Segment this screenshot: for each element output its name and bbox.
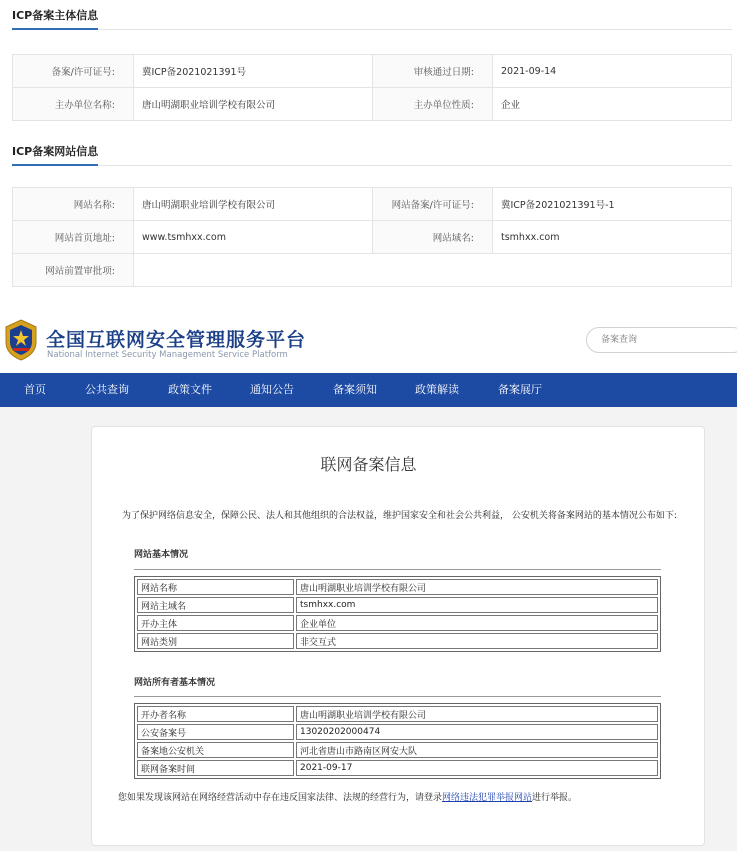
basic-value: tsmhxx.com: [296, 597, 658, 613]
basic-value: 非交互式: [296, 633, 658, 649]
owner-key: 备案地公安机关: [137, 742, 294, 758]
report-note: [118, 790, 577, 803]
owner-key: 联网备案时间: [137, 760, 294, 776]
icp-site-title: ICP备案网站信息: [12, 143, 98, 166]
icp-subject-table: [12, 54, 732, 121]
license-value: 冀ICP备2021021391号: [134, 55, 373, 88]
icp-subject-header: [12, 8, 732, 30]
owner-value: 河北省唐山市路南区网安大队: [296, 742, 658, 758]
platform-logo-cn: 全国互联网安全管理服务平台: [46, 329, 307, 351]
table-row: [137, 615, 658, 631]
mps-header: [0, 315, 737, 373]
divider: [134, 696, 661, 697]
divider: [134, 569, 661, 570]
org-value: 唐山明湖职业培训学校有限公司: [134, 88, 373, 121]
table-row: [13, 254, 732, 287]
owner-key: 开办者名称: [137, 706, 294, 722]
nav-item-public-query[interactable]: 公共查询: [85, 383, 129, 396]
table-row: [137, 760, 658, 776]
table-row: [137, 597, 658, 613]
nav-item-notices[interactable]: 通知公告: [250, 383, 294, 396]
basic-value: 企业单位: [296, 615, 658, 631]
basic-key: 开办主体: [137, 615, 294, 631]
intro-text: 为了保护网络信息安全，保障公民、法人和其他组织的合法权益，维护国家安全和社会公共利益， 公安机关将备案网站的基本情况公布如下:: [122, 511, 677, 521]
org-label: 主办单位名称:: [13, 88, 134, 121]
nature-label: 主办单位性质:: [373, 88, 493, 121]
basic-key: 网站主域名: [137, 597, 294, 613]
basic-info-table: [134, 576, 661, 652]
approve-date-value: 2021-09-14: [493, 55, 732, 88]
nav-item-policy-docs[interactable]: 政策文件: [168, 383, 212, 396]
police-emblem-icon: [3, 318, 39, 362]
report-note-pre: 您如果发现该网站在网络经营活动中存在违反国家法律、法规的经营行为，请登录: [118, 793, 443, 803]
table-row: [13, 88, 732, 121]
main-nav: [0, 373, 737, 407]
preapproval-value: [134, 254, 732, 287]
table-row: [13, 221, 732, 254]
nav-item-filing-guide[interactable]: 备案须知: [333, 383, 377, 396]
table-row: [13, 55, 732, 88]
home-url-link[interactable]: www.tsmhxx.com: [134, 221, 373, 254]
icp-info-section: [0, 0, 737, 295]
table-row: [137, 579, 658, 595]
approve-date-label: 审核通过日期:: [373, 55, 493, 88]
nav-item-filing-hall[interactable]: 备案展厅: [498, 383, 542, 396]
basic-key: 网站类别: [137, 633, 294, 649]
icp-subject-title: ICP备案主体信息: [12, 7, 98, 30]
owner-value: 2021-09-17: [296, 760, 658, 776]
license-label: 备案/许可证号:: [13, 55, 134, 88]
site-license-value: 冀ICP备2021021391号-1: [493, 188, 732, 221]
home-url-label: 网站首页地址:: [13, 221, 134, 254]
owner-info-table: [134, 703, 661, 779]
icp-site-table: [12, 187, 732, 287]
owner-value: 唐山明湖职业培训学校有限公司: [296, 706, 658, 722]
report-note-post: 进行举报。: [532, 793, 578, 803]
nav-item-home[interactable]: 首页: [24, 383, 46, 396]
domain-value: tsmhxx.com: [493, 221, 732, 254]
owner-value: 13020202000474: [296, 724, 658, 740]
platform-logo-en: National Internet Security Management Service Platform: [47, 350, 288, 360]
basic-value: 唐山明湖职业培训学校有限公司: [296, 579, 658, 595]
table-row: [137, 742, 658, 758]
owner-key: 公安备案号: [137, 724, 294, 740]
search-input[interactable]: [586, 327, 737, 353]
preapproval-label: 网站前置审批项:: [13, 254, 134, 287]
icp-site-header: [12, 144, 732, 166]
panel-title: 联网备案信息: [320, 455, 417, 474]
basic-info-title: 网站基本情况: [134, 550, 189, 560]
owner-info-title: 网站所有者基本情况: [134, 678, 216, 688]
basic-key: 网站名称: [137, 579, 294, 595]
nav-item-policy-interpretation[interactable]: 政策解读: [415, 383, 459, 396]
report-link[interactable]: 网络违法犯罪举报网站: [442, 793, 533, 803]
table-row: [137, 724, 658, 740]
table-row: [137, 706, 658, 722]
table-row: [137, 633, 658, 649]
domain-label: 网站域名:: [373, 221, 493, 254]
site-license-label: 网站备案/许可证号:: [373, 188, 493, 221]
site-name-label: 网站名称:: [13, 188, 134, 221]
table-row: [13, 188, 732, 221]
site-name-value: 唐山明湖职业培训学校有限公司: [134, 188, 373, 221]
nature-value: 企业: [493, 88, 732, 121]
